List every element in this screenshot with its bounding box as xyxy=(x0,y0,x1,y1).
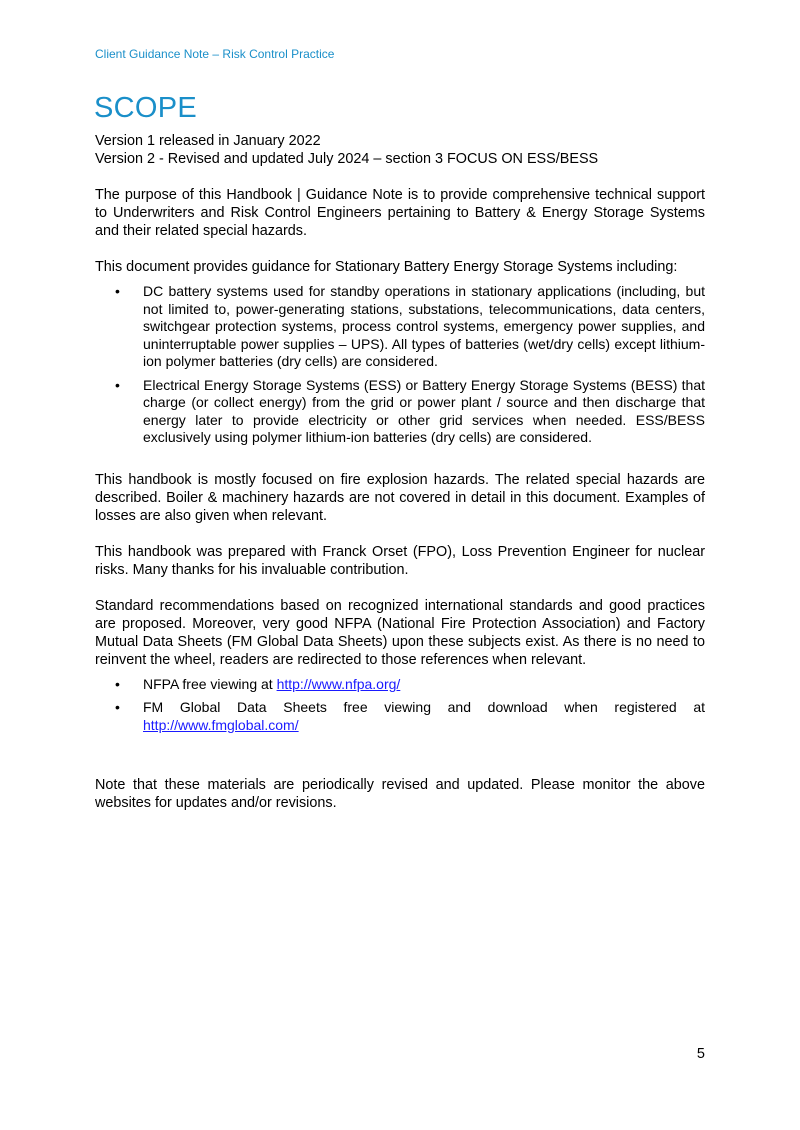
version-1: Version 1 released in January 2022 xyxy=(95,133,321,149)
bullet-text: DC battery systems used for standby operations in stationary applications (including, but not limited to, power-generating stations, substations, telecommunications, data centers, switchgear protection systems, process control systems, emergency power supplies, and uninterruptable power supplies – UPS). All types of batteries (wet/dry cells) except lithium-ion polymer batteries (dry cells) are considered. xyxy=(143,283,705,369)
page-number: 5 xyxy=(696,1046,705,1062)
version-2: Version 2 - Revised and updated July 2024 – section 3 FOCUS ON ESS/BESS xyxy=(95,151,599,167)
prepared-paragraph: This handbook was prepared with Franck Orset (FPO), Loss Prevention Engineer for nuclear risks. Many thanks for his invaluable contribution. xyxy=(95,543,705,578)
fm-global-link[interactable]: http://www.fmglobal.com/ xyxy=(143,716,299,733)
version-history xyxy=(95,132,705,168)
system-bullet-list xyxy=(95,283,705,447)
purpose-paragraph: The purpose of this Handbook | Guidance Note is to provide comprehensive technical support to Underwriters and Risk Control Engineers pertaining to Battery & Energy Storage Systems and their related special hazards. xyxy=(95,187,705,239)
note-paragraph: Note that these materials are periodically revised and updated. Please monitor the above websites for updates and/or revisions. xyxy=(95,777,705,811)
list-item xyxy=(95,377,705,447)
document-body xyxy=(95,132,705,812)
focus-paragraph: This handbook is mostly focused on fire explosion hazards. The related special hazards are described. Boiler & machinery hazards are not covered in detail in this document. Examples of losses are also given when relevant. xyxy=(95,471,705,524)
bullet-icon: • xyxy=(115,699,120,715)
fm-text: FM Global Data Sheets free viewing and download when registered at xyxy=(143,699,705,715)
list-item xyxy=(95,699,705,734)
bullet-text: Electrical Energy Storage Systems (ESS) or Battery Energy Storage Systems (BESS) that charge (or collect energy) from the grid or power plant / source and then discharge that energy later to provide electricity or other grid services when needed. ESS/BESS exclusively using polymer lithium-ion batteries (dry cells) are considered. xyxy=(143,376,705,445)
guidance-intro-paragraph: This document provides guidance for Stationary Battery Energy Storage Systems including: xyxy=(95,259,678,275)
standards-paragraph: Standard recommendations based on recognized international standards and good practices are proposed. Moreover, very good NFPA (National Fire Protection Association) and Factory Mutual Data Sheets (FM Global Data Sheets) upon these subjects exist. As there is no need to reinvent the wheel, readers are redirected to those references when relevant. xyxy=(95,597,705,668)
header-note: Client Guidance Note – Risk Control Practice xyxy=(95,47,335,61)
nfpa-link[interactable]: http://www.nfpa.org/ xyxy=(276,675,401,692)
bullet-icon: • xyxy=(115,283,120,299)
page-title: SCOPE xyxy=(94,92,198,124)
bullet-icon: • xyxy=(115,376,120,393)
bullet-icon: • xyxy=(115,675,120,692)
list-item xyxy=(95,283,705,371)
list-item xyxy=(95,676,705,694)
reference-bullet-list xyxy=(95,676,705,735)
nfpa-text: NFPA free viewing at xyxy=(143,675,277,692)
